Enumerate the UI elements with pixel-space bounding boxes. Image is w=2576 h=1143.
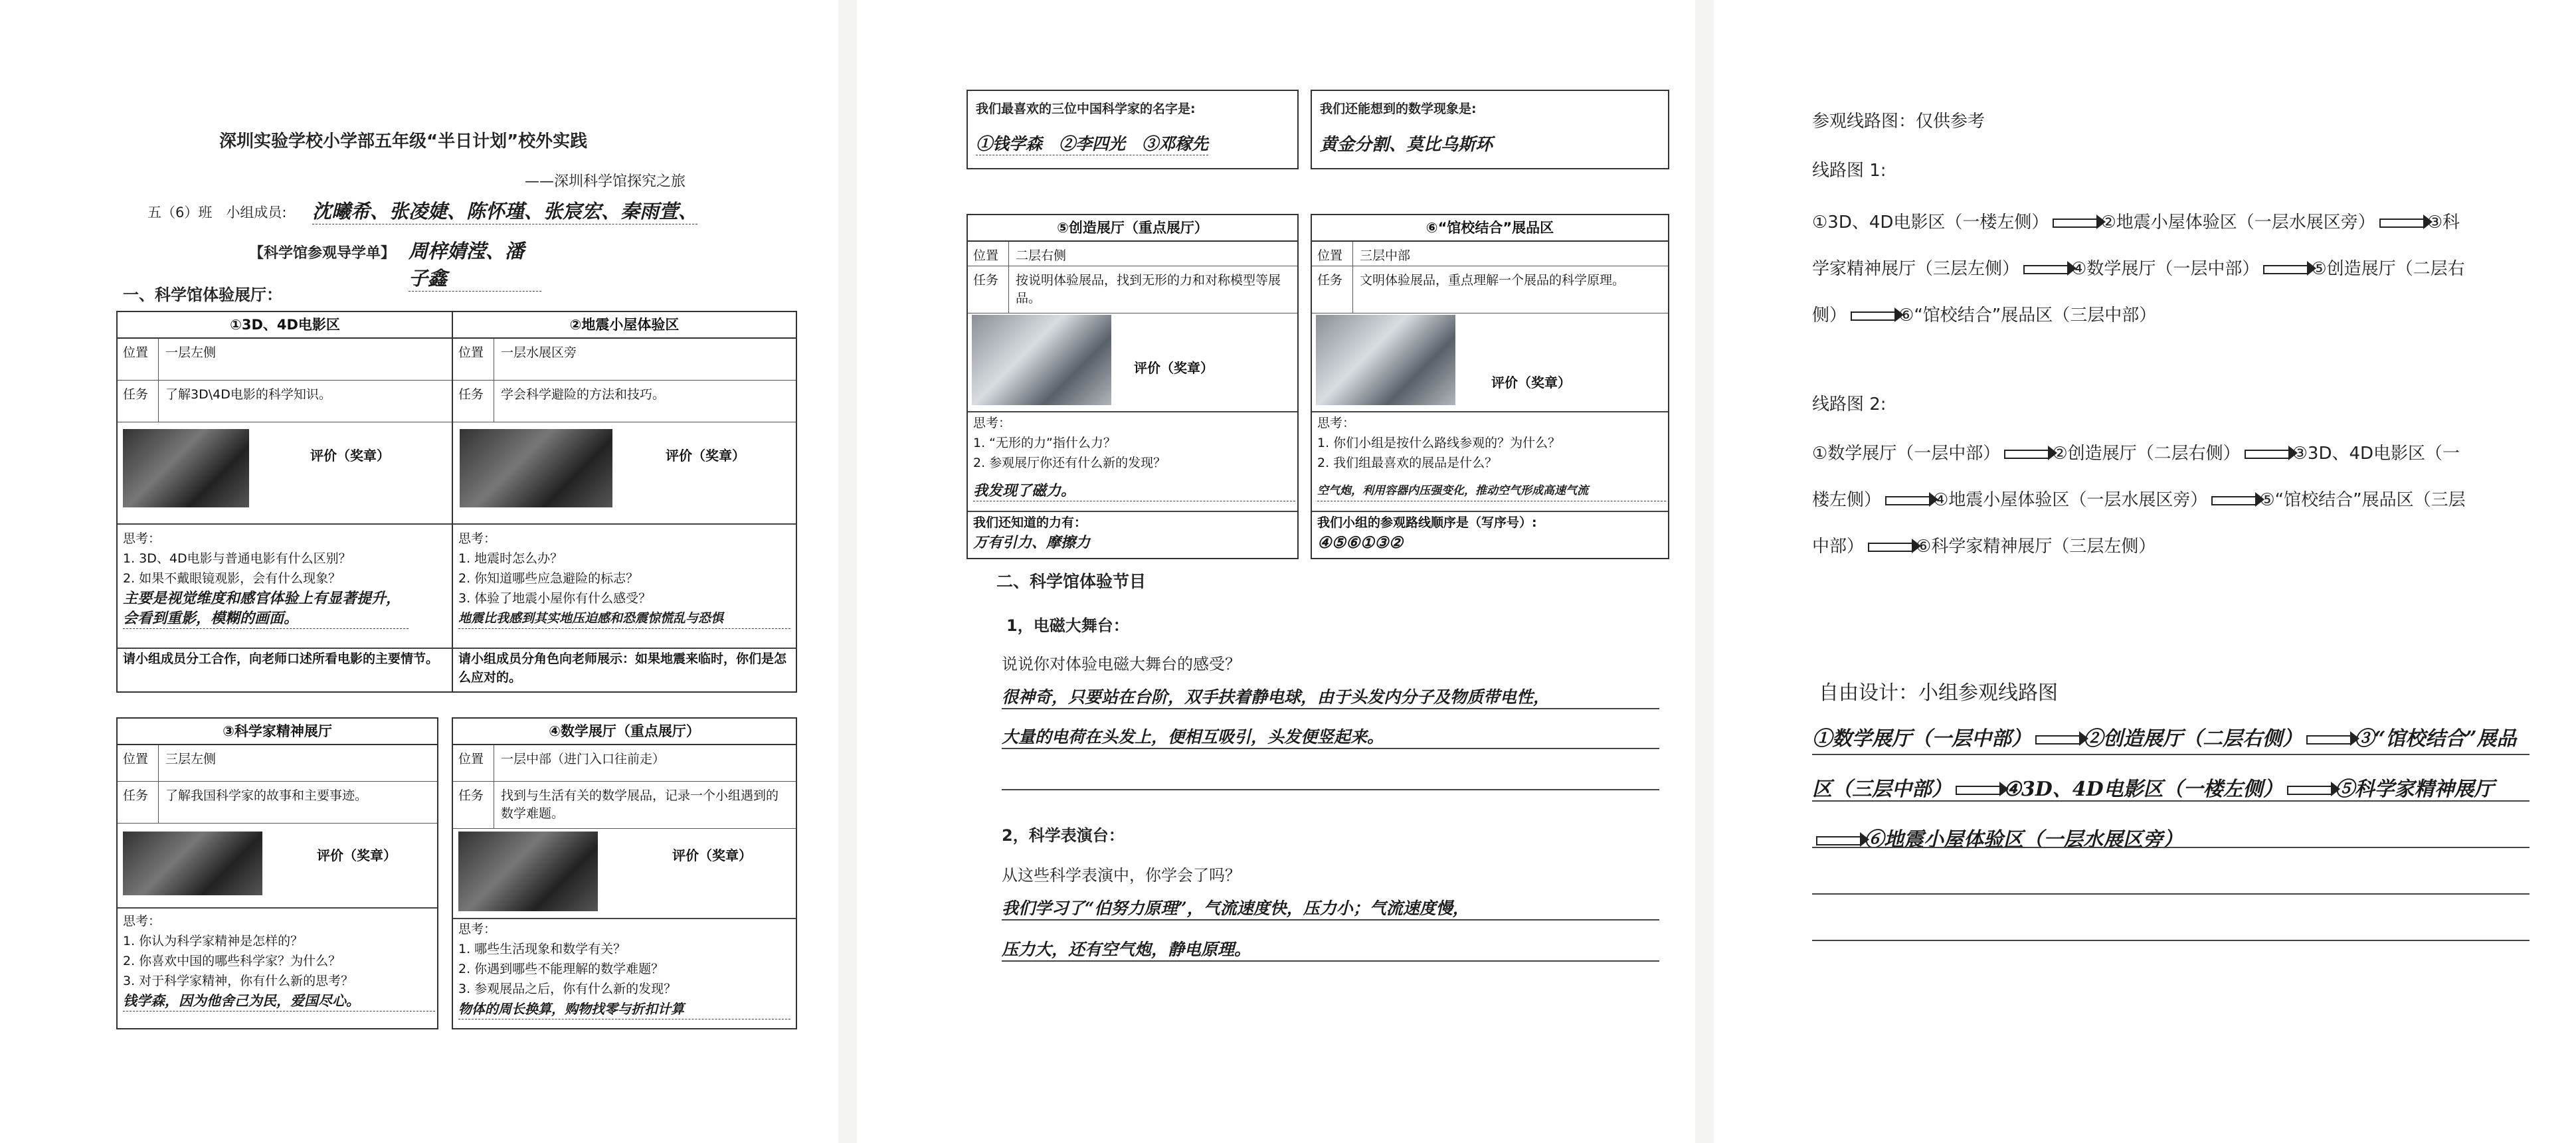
math-phenomena-box <box>1311 90 1669 169</box>
program-2-question: 从这些科学表演中，你学会了吗？ <box>1002 866 1241 885</box>
route-map-title: 参观线路图：仅供参考 <box>1812 112 1985 132</box>
arrow-icon <box>1956 786 1999 795</box>
section-1-heading: 一、科学馆体验展厅： <box>123 286 282 304</box>
group-members-2: 周梓婧滢、潘子鑫 <box>409 236 541 292</box>
worksheet-subtitle: ——深圳科学馆探究之旅 <box>525 173 686 190</box>
task-key: 任务 <box>118 381 159 422</box>
hall-position: 三层左侧 <box>165 752 217 766</box>
evaluation-label: 评价（奖章） <box>1134 360 1214 376</box>
group-task-note: 请小组成员分工合作，向老师口述所看电影的主要情节。 <box>123 652 439 666</box>
hall-name: ②地震小屋体验区 <box>453 312 796 339</box>
arrow-icon <box>2287 786 2331 795</box>
arrow-icon <box>1851 311 1894 321</box>
think-questions: 思考： 1. “无形的力”指什么力？ 2. 参观展厅你还有什么新的发现？ 我发现了磁力。 <box>973 413 1295 501</box>
arrow-icon <box>2379 219 2423 228</box>
hall-card-3d4d <box>116 311 454 693</box>
hall-card-scientist: ③科学家精神展厅 位置 三层左侧 任务 了解我国科学家的故事和主要事迹。 评价（奖章） 思考： 1. 你认为科学家精神是怎样的？ 2. 你喜欢中国的哪些科学家？为什么？ 3. 对于科学家精神，你有什么新的思考？ 钱学森，因为他舍己为民，爱国尽心。 <box>116 717 438 1029</box>
evaluation-label: 评价（奖章） <box>310 448 390 464</box>
hall-name: ③科学家精神展厅 <box>118 719 437 745</box>
think-questions: 思考： 1. 你们小组是按什么路线参观的？为什么？ 2. 我们组最喜欢的展品是什么？ 空气炮，利用容器内压强变化，推动空气形成高速气流 <box>1317 413 1666 501</box>
group-members: 沈曦希、张凌婕、陈怀瑾、张宸宏、秦雨萱、 <box>312 197 697 224</box>
evaluation-label: 评价（奖章） <box>1491 375 1571 391</box>
program-1-title: 1，电磁大舞台： <box>1006 616 1129 635</box>
route-2-label: 线路图 2: <box>1812 395 1886 414</box>
hall-card-earthquake: ②地震小屋体验区 位置 一层水展区旁 任务 学会科学避险的方法和技巧。 评价（奖章） 思考： 1. 地震时怎么办？ 2. 你知道哪些应急避险的标志？ 3. 体验了地震小屋你有什么感受？ 地震比我感到其实地压迫感和恐震惊慌乱与恐惧 请小组成员分角色向老师展示：如果地震来临时，你们是怎么应对的。 <box>452 311 797 693</box>
worksheet-title: 深圳实验学校小学部五年级“半日计划”校外实践 <box>219 132 588 151</box>
arrow-icon <box>2211 496 2255 505</box>
route-order: 我们小组的参观路线顺序是（写序号）: ④⑤⑥①③② <box>1317 515 1537 552</box>
think-questions: 思考： 1. 3D、4D电影与普通电影有什么区别？ 2. 如果不戴眼镜观影，会有什么现象？ 主要是视觉维度和感官体验上有显著提升， 会看到重影，模糊的画面。 <box>123 529 448 629</box>
evaluation-label: 评价（奖章） <box>672 847 752 863</box>
hall-position: 二层右侧 <box>1016 248 1067 263</box>
arrow-icon <box>2004 450 2048 459</box>
creation-hall-photo <box>972 315 1111 405</box>
worksheet-page-2 <box>857 0 1695 1143</box>
program-1-question: 说说你对体验电磁大舞台的感受？ <box>1002 655 1241 673</box>
think-questions: 思考： 1. 哪些生活现象和数学有关？ 2. 你遇到哪些不能理解的数学难题？ 3. 参观展品之后，你有什么新的发现？ 物体的周长换算，购物找零与折扣计算 <box>458 919 790 1019</box>
math-hall-photo <box>458 832 598 911</box>
group-task-note: 请小组成员分角色向老师展示：如果地震来临时，你们是怎么应对的。 <box>458 652 787 685</box>
arrow-icon <box>1868 543 1912 552</box>
hall-name: ⑥“馆校结合”展品区 <box>1312 215 1668 242</box>
hall-card-school-museum: ⑥“馆校结合”展品区 位置 三层中部 任务 文明体验展品，重点理解一个展品的科学原理。 评价（奖章） 思考： 1. 你们小组是按什么路线参观的？为什么？ 2. 我们组最喜欢的展品是什么？ 空气炮，利用容器内压强变化，推动空气形成高速气流 我们小组的参观路线顺序是（写序号）: ④⑤⑥①③② <box>1311 214 1669 559</box>
hall-position: 一层水展区旁 <box>501 345 577 360</box>
route-1: ①3D、4D电影区（一楼左侧） ②地震小屋体验区（一层水展区旁） ③科学家精神展厅（三层左侧） ④数学展厅（一层中部） ⑤创造展厅（二层右侧） ⑥“馆校结合”展品区（三层中部） <box>1812 213 2465 325</box>
think-questions: 思考： 1. 你认为科学家精神是怎样的？ 2. 你喜欢中国的哪些科学家？为什么？ 3. 对于科学家精神，你有什么新的思考？ 钱学森，因为他舍己为民，爱国尽心。 <box>123 911 435 1011</box>
worksheet-page-3 <box>1714 0 2576 1143</box>
guide-title: 【科学馆参观导学单】 <box>249 245 396 262</box>
arrow-icon <box>2035 735 2079 745</box>
section-2-heading: 二、科学馆体验节目 <box>996 572 1147 591</box>
think-questions: 思考： 1. 地震时怎么办？ 2. 你知道哪些应急避险的标志？ 3. 体验了地震小屋你有什么感受？ 地震比我感到其实地压迫感和恐震惊慌乱与恐惧 <box>458 529 790 629</box>
arrow-icon <box>2263 265 2307 274</box>
hall-name: ④数学展厅（重点展厅） <box>453 719 796 745</box>
hall-name: ①3D、4D电影区 <box>118 312 452 339</box>
program-1-answer-2: 大量的电荷在头发上，便相互吸引，头发便竖起来。 <box>1002 724 1659 749</box>
arrow-icon <box>2245 450 2288 459</box>
program-2-title: 2，科学表演台： <box>1002 826 1125 845</box>
hall-card-math: ④数学展厅（重点展厅） 位置 一层中部（进门入口往前走） 任务 找到与生活有关的数学展品，记录一个小组遇到的数学难题。 评价（奖章） 思考： 1. 哪些生活现象和数学有关？ 2. 你遇到哪些不能理解的数学难题？ 3. 参观展品之后，你有什么新的发现？ 物体的周长换算，购物找零与折扣计算 <box>452 717 797 1029</box>
hall-task: 文明体验展品，重点理解一个展品的科学原理。 <box>1360 273 1625 288</box>
hall-task: 找到与生活有关的数学展品，记录一个小组遇到的数学难题。 <box>501 788 779 821</box>
position-key: 位置 <box>118 339 159 380</box>
evaluation-label: 评价（奖章） <box>317 847 397 863</box>
arrow-icon <box>1885 496 1929 505</box>
favorite-scientists-box <box>966 90 1299 169</box>
math-prompt: 我们还能想到的数学现象是: <box>1320 102 1477 116</box>
route-1-label: 线路图 1: <box>1812 161 1886 181</box>
earthquake-photo <box>460 429 612 507</box>
hall-position: 一层中部（进门入口往前走） <box>501 752 666 766</box>
math-answer: 黄金分割、莫比乌斯环 <box>1320 135 1493 155</box>
hall-position: 一层左侧 <box>165 345 217 360</box>
hall-position: 三层中部 <box>1360 248 1411 263</box>
arrow-icon <box>2306 735 2350 745</box>
hall-task: 了解3D\4D电影的科学知识。 <box>165 387 331 402</box>
school-museum-photo <box>1316 315 1455 405</box>
arrow-icon <box>2053 219 2096 228</box>
route-2: ①数学展厅（一层中部） ②创造展厅（二层右侧） ③3D、4D电影区（一楼左侧） ④地震小屋体验区（一层水展区旁） ⑤“馆校结合”展品区（三层中部） ⑥科学家精神展厅（三层左侧） <box>1812 444 2466 557</box>
arrow-icon <box>1816 836 1860 845</box>
hall-name: ⑤创造展厅（重点展厅） <box>968 215 1297 242</box>
class-label: 五（6）班 小组成员: <box>147 205 287 220</box>
worksheet-page-1 <box>0 0 838 1143</box>
program-2-answer-2: 压力大，还有空气炮，静电原理。 <box>1002 936 1659 962</box>
hall-task: 学会科学避险的方法和技巧。 <box>501 387 666 402</box>
arrow-icon <box>2023 265 2067 274</box>
scientists-prompt: 我们最喜欢的三位中国科学家的名字是: <box>976 102 1196 116</box>
hall-task: 了解我国科学家的故事和主要事迹。 <box>165 788 368 803</box>
program-1-answer-1: 很神奇，只要站在台阶，双手扶着静电球，由于头发内分子及物质带电性， <box>1002 684 1659 709</box>
free-design-title: 自由设计：小组参观线路图 <box>1819 681 2058 705</box>
cinema-photo <box>123 429 249 507</box>
known-forces: 我们还知道的力有： 万有引力、摩擦力 <box>973 515 1091 551</box>
program-2-answer-1: 我们学习了“伯努力原理”，气流速度快，压力小；气流速度慢， <box>1002 895 1659 921</box>
hall-card-creation: ⑤创造展厅（重点展厅） 位置 二层右侧 任务 按说明体验展品，找到无形的力和对称模型等展品。 评价（奖章） 思考： 1. “无形的力”指什么力？ 2. 参观展厅你还有什么新的发现？ 我发现了磁力。 我们还知道的力有： 万有引力、摩擦力 <box>966 214 1299 559</box>
scientist-photo <box>123 832 262 895</box>
free-design-route: ①数学展厅（一层中部） ②创造展厅（二层右侧） ③“馆校结合”展品区（三层中部） ④3D、4D电影区（一楼左侧） ⑤科学家精神展厅⑥地震小屋体验区（一层水展区旁） <box>1812 727 2517 851</box>
scientists-answer: ①钱学森 ②李四光 ③邓稼先 <box>976 131 1208 155</box>
evaluation-label: 评价（奖章） <box>666 448 745 464</box>
hall-task: 按说明体验展品，找到无形的力和对称模型等展品。 <box>1016 273 1281 306</box>
